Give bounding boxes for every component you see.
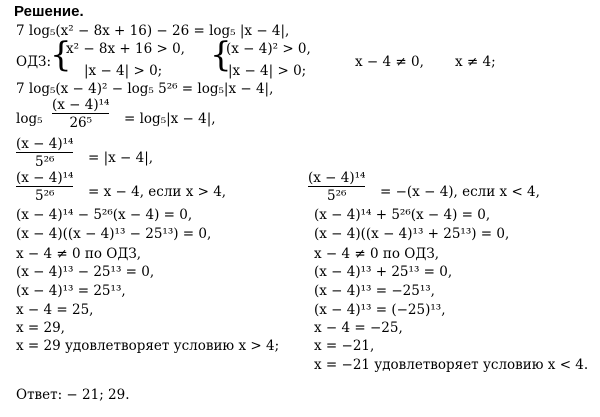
fraction-bar [308,186,365,187]
fraction-denominator: 26⁵ [69,115,93,132]
right-case-condition: = −(x − 4), если x < 4, [380,184,540,200]
right-line: x − 4 = −25, [314,320,403,336]
right-line: x − 4 ≠ 0 по ОДЗ, [314,246,440,262]
left-line: x − 4 ≠ 0 по ОДЗ, [16,246,142,262]
left-line: (x − 4)¹³ = 25¹³, [16,283,126,299]
equation-step-2-rest: = log₅|x − 4|, [124,111,216,127]
fraction-numerator: (x − 4)¹⁴ [52,97,110,113]
odz-sys2-line1: (x − 4)² > 0, [226,41,311,57]
left-case-condition: = x − 4, если x > 4, [88,184,227,200]
log-prefix: log₅ [16,111,43,127]
fraction-denominator: 5²⁶ [35,188,55,205]
right-conclusion: x = −21 удовлетворяет условию x < 4. [314,357,589,373]
fraction-denominator: 5²⁶ [327,188,347,205]
fraction-bar [16,186,73,187]
system-brace-1: { [50,35,72,75]
fraction-bar [52,113,109,114]
final-answer: Ответ: − 21; 29. [16,387,130,403]
odz-sys1-line2: |x − 4| > 0; [84,63,163,79]
left-case-fraction [16,171,73,203]
odz-label: ОДЗ: [16,54,52,70]
equation-step-3-rest: = |x − 4|, [88,150,154,166]
equation-step-1: 7 log₅(x − 4)² − log₅ 5²⁶ = log₅|x − 4|, [16,81,274,97]
fraction-bar [16,152,73,153]
fraction-numerator: (x − 4)¹⁴ [16,170,74,186]
odz-sys1-line1: x² − 8x + 16 > 0, [66,41,185,57]
odz-result-1: x − 4 ≠ 0, [355,54,424,70]
left-conclusion: x = 29 удовлетворяет условию x > 4; [16,338,280,354]
right-line: (x − 4)¹³ = −25¹³, [314,283,435,299]
right-line: (x − 4)((x − 4)¹³ + 25¹³) = 0, [314,226,510,242]
fraction-step-3 [16,137,73,169]
odz-sys2-line2: |x − 4| > 0; [228,63,307,79]
right-line: (x − 4)¹³ = (−25)¹³, [314,302,446,318]
odz-result-2: x ≠ 4; [455,54,496,70]
left-line: x − 4 = 25, [16,302,94,318]
fraction-numerator: (x − 4)¹⁴ [16,136,74,152]
left-line: x = 29, [16,320,65,336]
left-line: (x − 4)¹³ − 25¹³ = 0, [16,264,155,280]
right-line: (x − 4)¹⁴ + 5²⁶(x − 4) = 0, [314,207,491,223]
fraction-denominator: 5²⁶ [35,154,55,171]
system-brace-2: { [210,35,232,75]
solution-title: Решение. [14,3,84,20]
left-line: (x − 4)¹⁴ − 5²⁶(x − 4) = 0, [16,207,193,223]
left-line: (x − 4)((x − 4)¹³ − 25¹³) = 0, [16,226,212,242]
right-case-fraction [308,171,365,203]
right-line: x = −21, [314,338,375,354]
fraction-log [52,98,109,130]
equation-original: 7 log₅(x² − 8x + 16) − 26 = log₅ |x − 4|, [16,23,290,39]
right-line: (x − 4)¹³ + 25¹³ = 0, [314,264,453,280]
fraction-numerator: (x − 4)¹⁴ [308,170,366,186]
